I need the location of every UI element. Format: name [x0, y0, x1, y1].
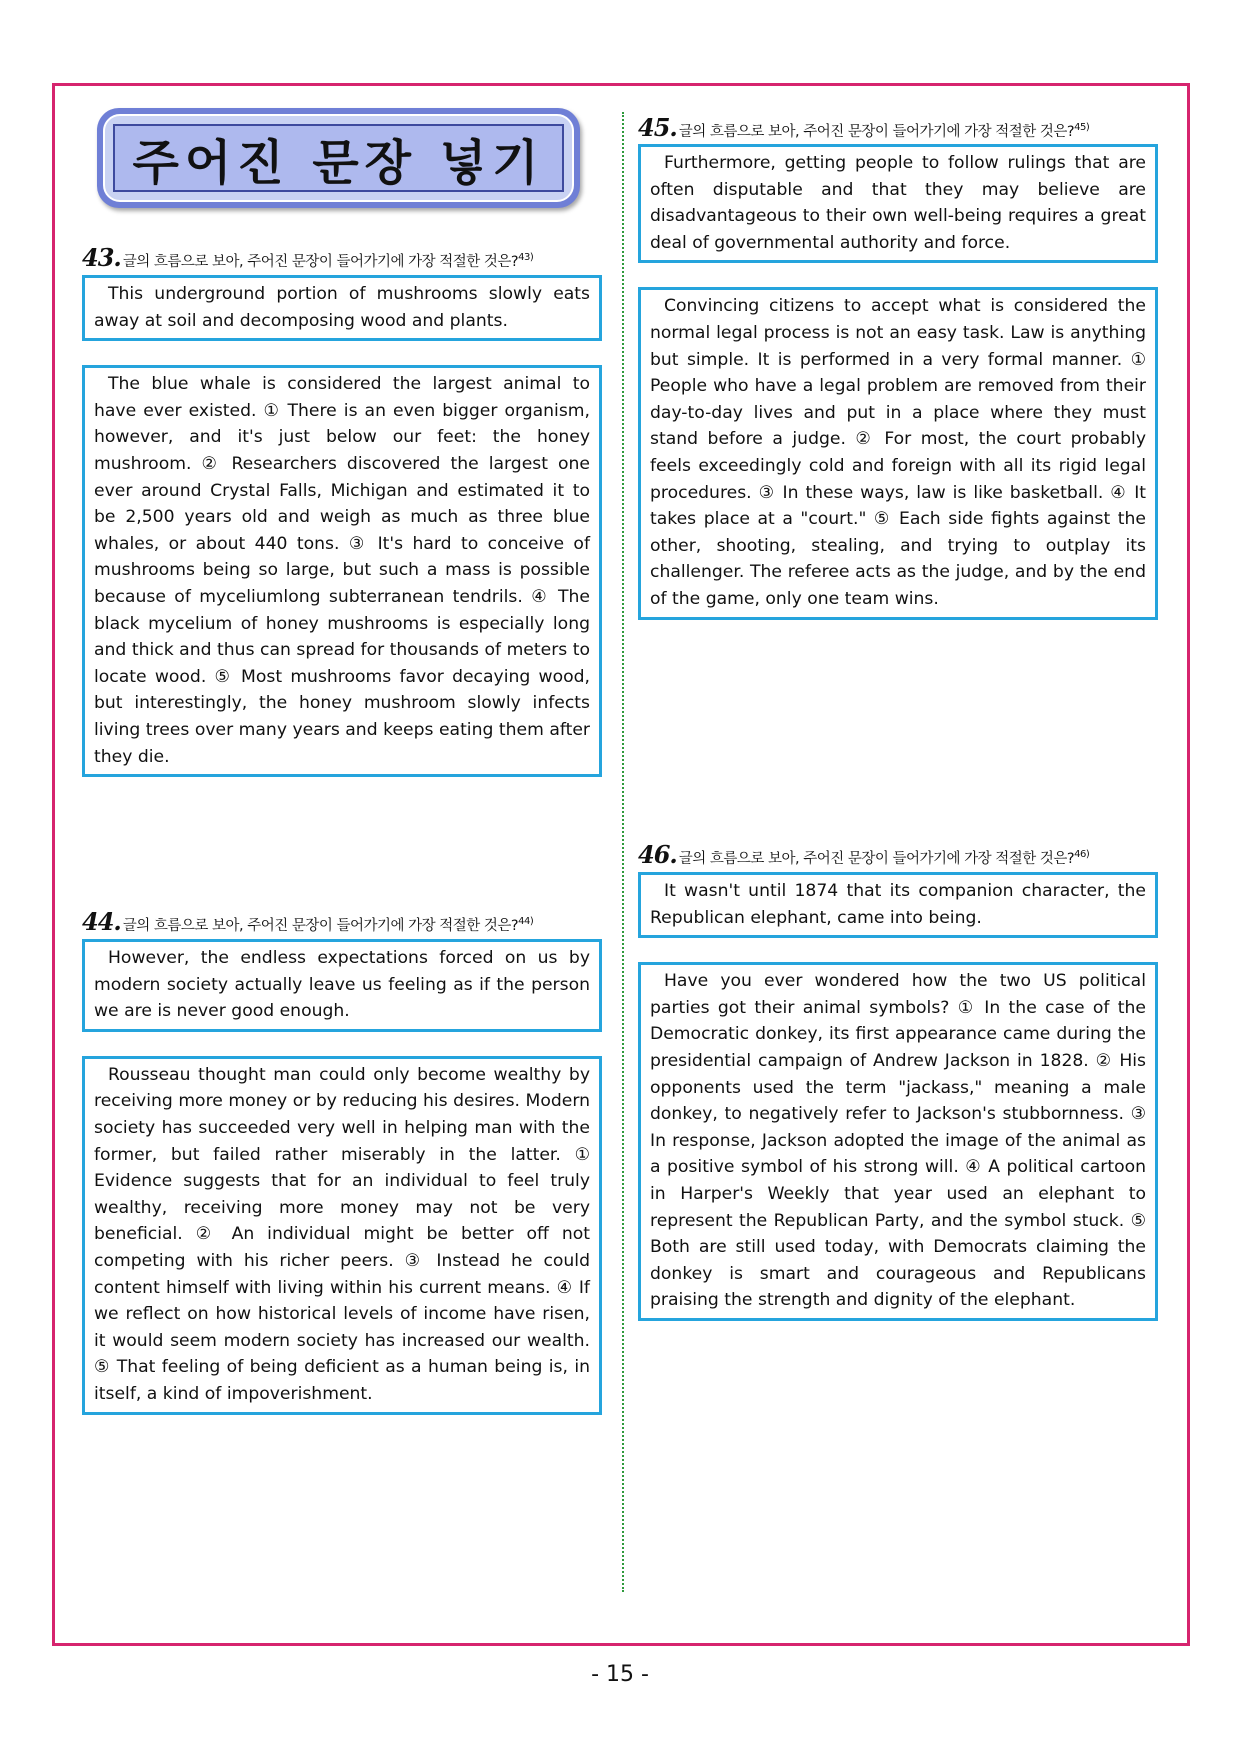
section-title-inner [103, 114, 574, 202]
section-title-plate [113, 124, 564, 192]
question-header [638, 840, 1158, 869]
question-number: 45. [638, 113, 677, 142]
section-title-banner [97, 108, 580, 208]
question-prompt [123, 250, 534, 271]
question-prompt-text: 글의 흐름으로 보아, 주어진 문장이 들어가기에 가장 적절한 것은? [122, 918, 519, 934]
question-prompt [123, 914, 534, 935]
footnote-ref: 44) [518, 916, 534, 928]
passage-box: The blue whale is considered the largest animal to have ever existed. ① There is an even bigger organism, however, and it's just below our feet: the honey mushroom. ② Researchers discovered the largest one ever around Crystal Falls, Michigan and estimated it to be 2,500 years old and weigh as much as three blue whales, or about 440 tons. ③ It's hard to conceive of mushrooms being so large, but such a mass is possible because of myceliumlong subterranean tendrils. ④ The black mycelium of honey mushrooms is especially long and thick and thus can spread for thousands of meters to locate wood. ⑤ Most mushrooms favor decaying wood, but interestingly, the honey mushroom slowly infects living trees over many years and keeps eating them after they die. [82, 365, 602, 777]
given-sentence-box: Furthermore, getting people to follow rulings that are often disputable and that they may believe are disadvantageous to their own well-being requires a great deal of governmental authority and force. [638, 144, 1158, 263]
footnote-ref: 43) [518, 252, 534, 264]
question-prompt-text: 글의 흐름으로 보아, 주어진 문장이 들어가기에 가장 적절한 것은? [122, 254, 519, 270]
question-number: 43. [82, 243, 121, 272]
column-divider [622, 112, 624, 1592]
question-prompt-text: 글의 흐름으로 보아, 주어진 문장이 들어가기에 가장 적절한 것은? [678, 124, 1075, 140]
question-45 [638, 113, 1158, 620]
section-title: 주어진 문장 넣기 [132, 134, 545, 191]
question-header [638, 113, 1158, 142]
footnote-ref: 46) [1074, 849, 1090, 861]
question-prompt [679, 120, 1090, 141]
footnote-ref: 45) [1074, 122, 1090, 134]
question-number: 44. [82, 907, 121, 936]
question-46 [638, 840, 1158, 1321]
question-header [82, 243, 602, 272]
question-prompt-text: 글의 흐름으로 보아, 주어진 문장이 들어가기에 가장 적절한 것은? [678, 851, 1075, 867]
passage-box: Have you ever wondered how the two US political parties got their animal symbols? ① In the case of the Democratic donkey, its first appearance came during the presidential campaign of Andrew Jackson in 1828. ② His opponents used the term "jackass," meaning a male donkey, to negatively refer to Jackson's stubbornness. ③ In response, Jackson adopted the image of the animal as a positive symbol of his strong will. ④ A political cartoon in Harper's Weekly that year used an elephant to represent the Republican Party, and the symbol stuck. ⑤ Both are still used today, with Democrats claiming the donkey is smart and courageous and Republicans praising the strength and dignity of the elephant. [638, 962, 1158, 1321]
question-43 [82, 243, 602, 777]
passage-box: Rousseau thought man could only become wealthy by receiving more money or by reducing his desires. Modern society has succeeded very well in helping man with the former, but failed rather miserably in the latter. ① Evidence suggests that for an individual to feel truly wealthy, receiving more money may not be very beneficial. ② An individual might be better off not competing with his richer peers. ③ Instead he could content himself with living within his current means. ④ If we reflect on how historical levels of income have risen, it would seem modern society has increased our wealth. ⑤ That feeling of being deficient as a human being is, in itself, a kind of impoverishment. [82, 1056, 602, 1415]
question-44 [82, 907, 602, 1415]
passage-box: Convincing citizens to accept what is considered the normal legal process is not an easy task. Law is anything but simple. It is performed in a very formal manner. ① People who have a legal problem are removed from their day-to-day lives and put in a place where they must stand before a judge. ② For most, the court probably feels exceedingly cold and foreign with all its rigid legal procedures. ③ In these ways, law is like basketball. ④ It takes place at a "court." ⑤ Each side fights against the other, shooting, stealing, and trying to outplay its challenger. The referee acts as the judge, and by the end of the game, only one team wins. [638, 287, 1158, 619]
page-number: - 15 - [591, 1662, 649, 1687]
question-prompt [679, 847, 1090, 868]
question-header [82, 907, 602, 936]
given-sentence-box: However, the endless expectations forced on us by modern society actually leave us feeling as if the person we are is never good enough. [82, 939, 602, 1032]
given-sentence-box: It wasn't until 1874 that its companion character, the Republican elephant, came into being. [638, 872, 1158, 938]
given-sentence-box: This underground portion of mushrooms slowly eats away at soil and decomposing wood and plants. [82, 275, 602, 341]
question-number: 46. [638, 840, 677, 869]
